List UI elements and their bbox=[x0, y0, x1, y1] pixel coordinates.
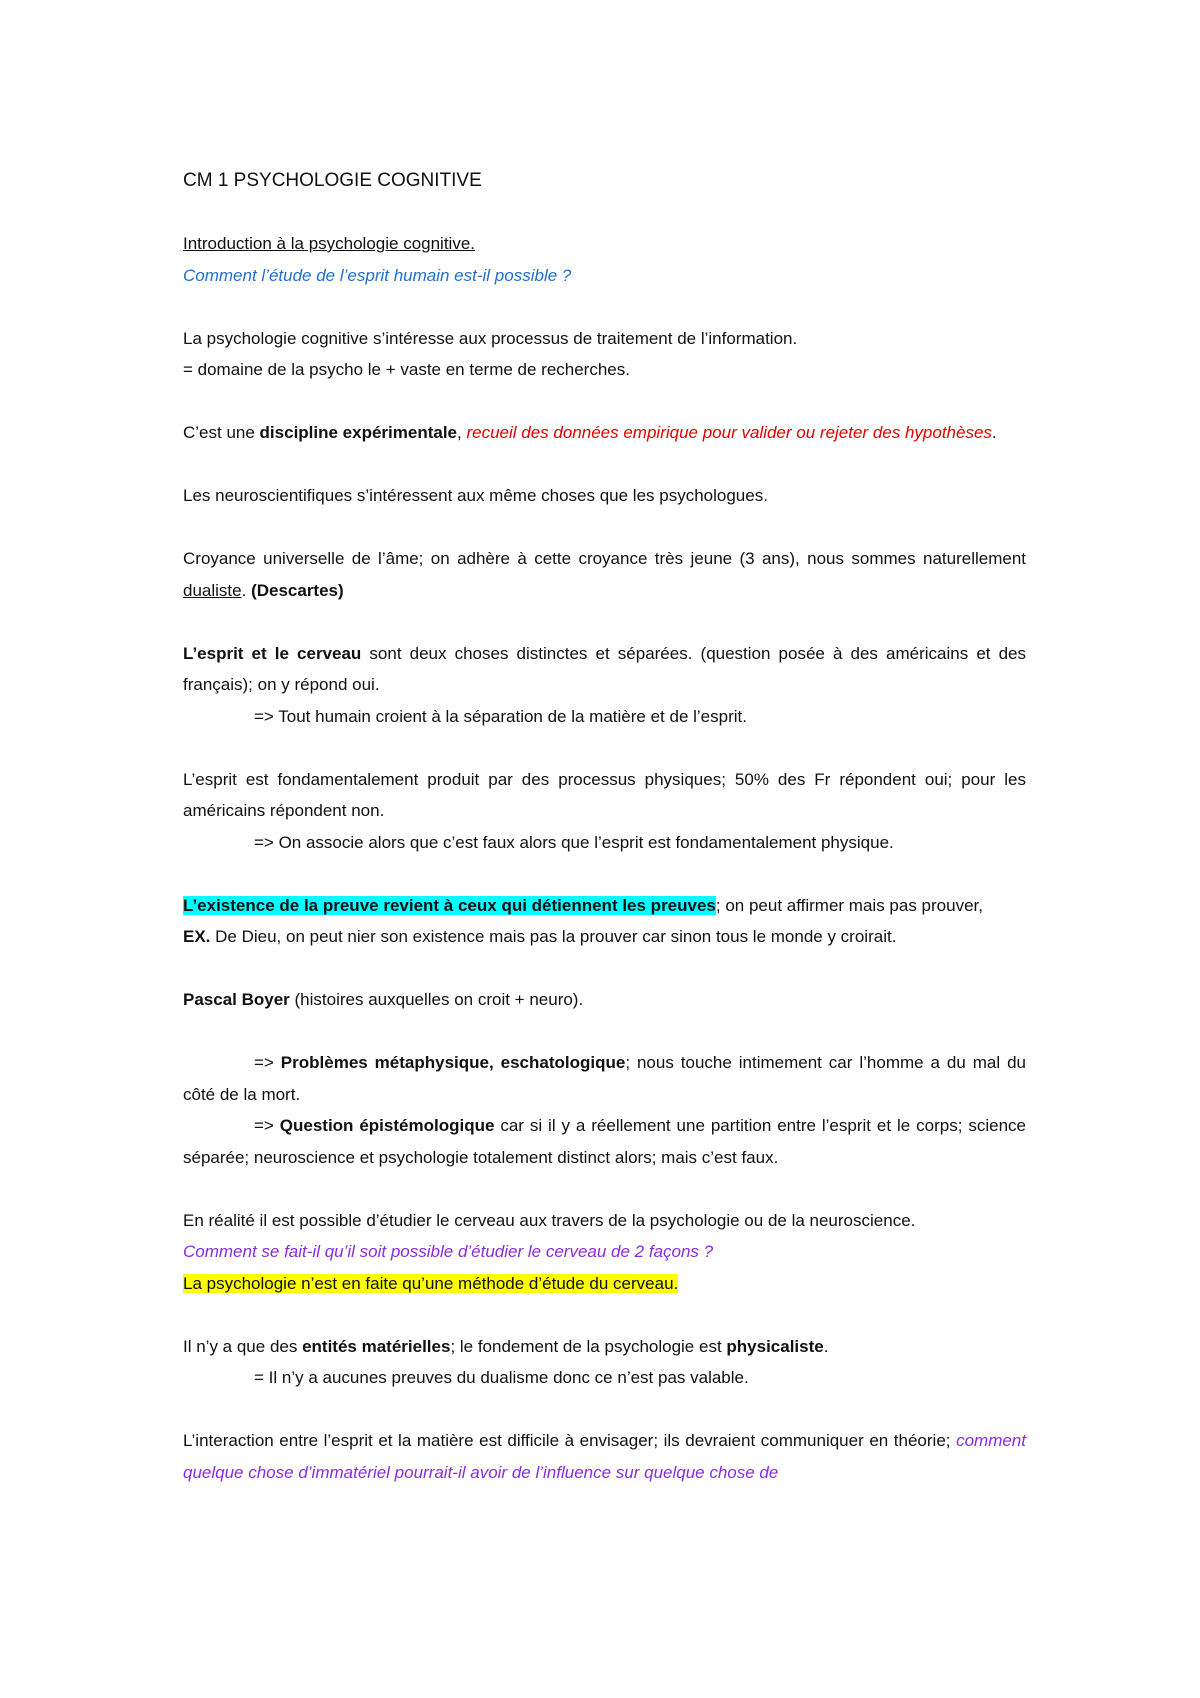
document-body bbox=[183, 165, 1026, 1488]
paragraph-10-question: Comment se fait-il qu’il soit possible d’étudier le cerveau de 2 façons ? bbox=[183, 1242, 714, 1261]
paragraph-11 bbox=[183, 1331, 1026, 1363]
p10-highlight: La psychologie n’est en faite qu’une méthode d’étude du cerveau. bbox=[183, 1273, 679, 1293]
intro-heading: Introduction à la psychologie cognitive. bbox=[183, 234, 476, 253]
paragraph-1-line-2: = domaine de la psycho le + vaste en terme de recherches. bbox=[183, 360, 630, 379]
p9-arrow2-bold: Question épistémologique bbox=[279, 1116, 495, 1135]
p11-bold-1: entités matérielles bbox=[302, 1336, 451, 1356]
paragraph-6: L’esprit est fondamentalement produit par des processus physiques; 50% des Fr répondent oui; pour les américains répondent non. bbox=[183, 769, 1026, 820]
p9-arrow2-text: car si il y a réellement une partition entre l’esprit et le corps; science séparée; neuroscience et psychologie totalement distinct alors; mais c’est faux. bbox=[183, 1116, 1026, 1167]
paragraph-1-line-1: La psychologie cognitive s’intéresse aux processus de traitement de l’information. bbox=[183, 328, 798, 348]
p8-bold: Pascal Boyer bbox=[183, 990, 290, 1009]
p9-arrow1-text: ; nous touche intimement car l’homme a du mal du côté de la mort. bbox=[183, 1053, 1026, 1104]
paragraph-9-arrow-2 bbox=[183, 1110, 1026, 1173]
p11-text-b: ; le fondement de la psychologie est bbox=[450, 1336, 727, 1356]
p5-text-a: sont deux choses distinctes et séparées. (question posée à des américains et des français); on y répond oui. bbox=[183, 643, 1026, 694]
p7-highlight: L’existence de la preuve revient à ceux qui détiennent les preuves bbox=[183, 895, 716, 915]
p7-text-b: De Dieu, on peut nier son existence mais pas la prouver car sinon tous le monde y croirait. bbox=[210, 927, 897, 946]
p11-text-a: Il n’y a que des bbox=[183, 1336, 303, 1356]
p2-text-b: , bbox=[457, 423, 467, 442]
paragraph-11-arrow: = Il n’y a aucunes preuves du dualisme donc ce n’est pas valable. bbox=[254, 1368, 749, 1387]
paragraph-5-arrow: => Tout humain croient à la séparation de la matière et de l’esprit. bbox=[254, 706, 747, 726]
paragraph-6-arrow: => On associe alors que c’est faux alors que l’esprit est fondamentalement physique. bbox=[254, 832, 894, 852]
paragraph-3: Les neuroscientifiques s’intéressent aux même choses que les psychologues. bbox=[183, 486, 768, 505]
paragraph-7-example bbox=[183, 921, 1026, 953]
p2-red-italic: recueil des données empirique pour valider ou rejeter des hypothèses bbox=[466, 423, 992, 442]
p2-text-a: C’est une bbox=[183, 423, 260, 442]
paragraph-8 bbox=[183, 984, 1026, 1016]
p2-text-c: . bbox=[991, 423, 997, 442]
p12-text-a: L’interaction entre l’esprit et la matière est difficile à envisager; ils devraient communiquer en théorie; bbox=[183, 1431, 957, 1450]
p5-bold: L’esprit et le cerveau bbox=[183, 643, 362, 663]
p9-arrow1-bold: Problèmes métaphysique, eschatologique bbox=[280, 1053, 626, 1072]
p9-arrow2-prefix: => bbox=[254, 1116, 280, 1135]
paragraph-4 bbox=[183, 543, 1026, 606]
p2-bold: discipline expérimentale bbox=[259, 423, 458, 442]
p11-text-c: . bbox=[823, 1336, 829, 1356]
paragraph-2 bbox=[183, 417, 1026, 449]
paragraph-10-highlight-line bbox=[183, 1268, 1026, 1300]
p7-text-a: ; on peut affirmer mais pas prouver, bbox=[715, 895, 983, 915]
p4-text-a: Croyance universelle de l’âme; on adhère à cette croyance très jeune (3 ans), nous sommes naturellement bbox=[183, 549, 1026, 568]
p8-text-a: (histoires auxquelles on croit + neuro). bbox=[289, 990, 584, 1009]
document-title: CM 1 PSYCHOLOGIE COGNITIVE bbox=[183, 170, 482, 191]
paragraph-9-arrow-1 bbox=[183, 1047, 1026, 1110]
paragraph-5 bbox=[183, 638, 1026, 701]
p12-purple-italic: comment quelque chose d’immatériel pourrait-il avoir de l’influence sur quelque chose de bbox=[183, 1431, 1026, 1482]
paragraph-10: En réalité il est possible d’étudier le cerveau aux travers de la psychologie ou de la neuroscience. bbox=[183, 1210, 916, 1230]
p11-bold-2: physicaliste bbox=[726, 1336, 824, 1356]
p4-bold: (Descartes) bbox=[251, 580, 344, 600]
p7-ex-label: EX. bbox=[183, 927, 211, 946]
intro-question: Comment l’étude de l’esprit humain est-il possible ? bbox=[183, 265, 572, 285]
p4-text-b: . bbox=[241, 580, 252, 600]
p4-underline: dualiste bbox=[183, 580, 242, 600]
paragraph-12 bbox=[183, 1425, 1026, 1488]
paragraph-7 bbox=[183, 890, 1026, 922]
p9-arrow1-prefix: => bbox=[254, 1053, 281, 1072]
